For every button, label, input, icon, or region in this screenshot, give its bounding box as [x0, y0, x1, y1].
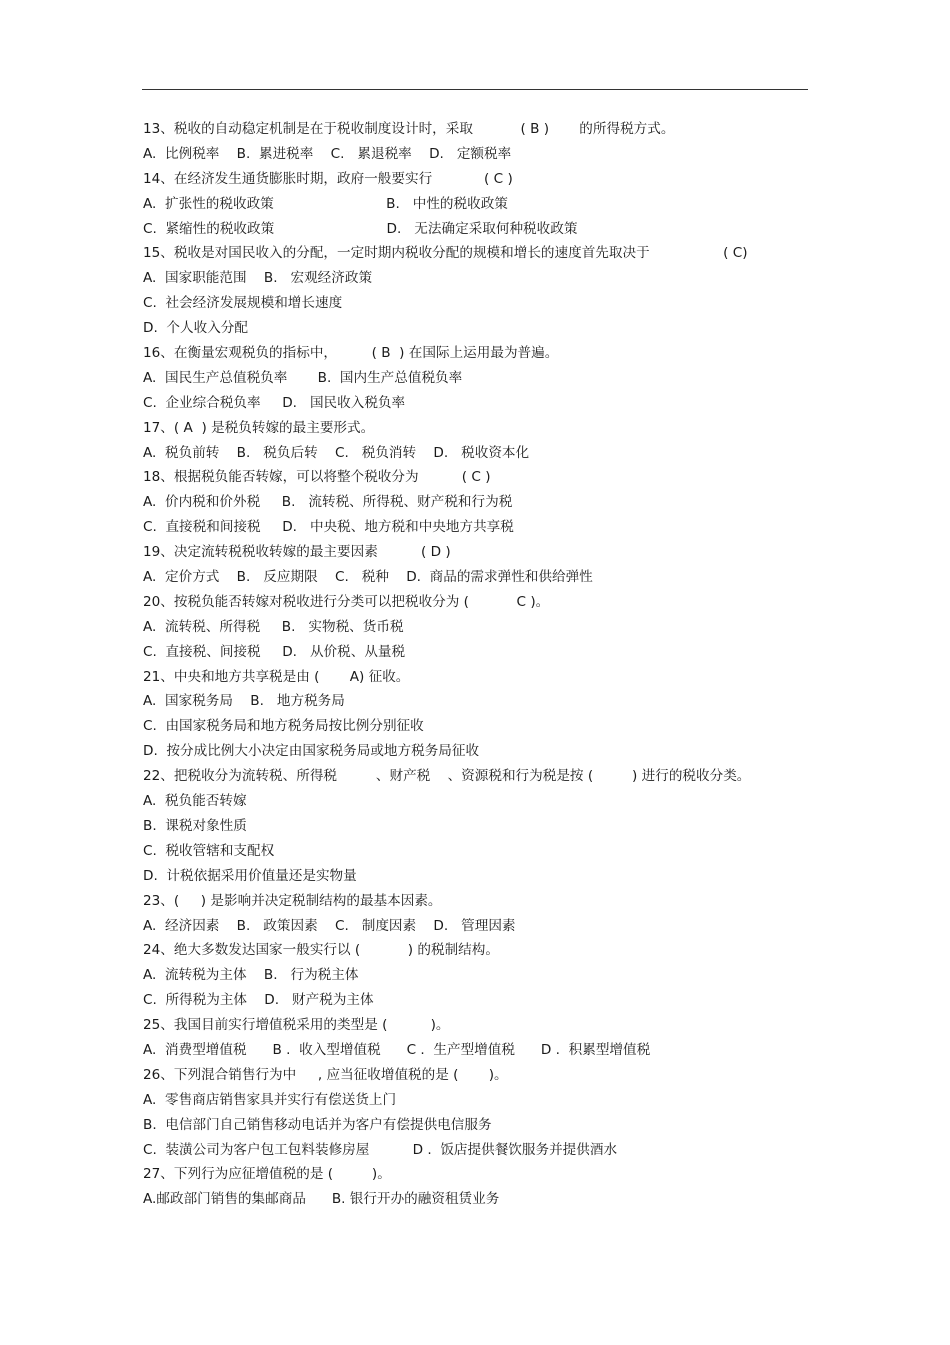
options-20-cd: C. 直接税、间接税 D. 从价税、从量税 [143, 643, 406, 660]
options-26-cd: C. 装潢公司为客户包工包料装修房屋 D . 饭店提供餐饮服务并提供酒水 [143, 1141, 618, 1158]
options-14-ab: A. 扩张性的税收政策 B. 中性的税收政策 [143, 195, 508, 212]
options-21-c: C. 由国家税务局和地方税务局按比例分别征收 [143, 718, 424, 735]
options-19: A. 定价方式 B. 反应期限 C. 税种 D. 商品的需求弹性和供给弹性 [143, 569, 593, 586]
options-26-b: B. 电信部门自己销售移动电话并为客户有偿提供电信服务 [143, 1116, 492, 1133]
options-25: A. 消费型增值税 B . 收入型增值税 C . 生产型增值税 D . 积累型增值税 [143, 1041, 651, 1058]
options-13: A. 比例税率 B. 累进税率 C. 累退税率 D. 定额税率 [143, 145, 512, 162]
options-22-b: B. 课税对象性质 [143, 817, 247, 834]
question-27: 27、下列行为应征增值税的是 ( )。 [143, 1166, 391, 1183]
options-24-ab: A. 流转税为主体 B. 行为税主体 [143, 967, 359, 984]
options-15-d: D. 个人收入分配 [143, 320, 248, 337]
options-24-cd: C. 所得税为主体 D. 财产税为主体 [143, 992, 374, 1009]
question-14: 14、在经济发生通货膨胀时期，政府一般要实行 ( C ) [143, 170, 513, 187]
question-23: 23、( ) 是影响并决定税制结构的最基本因素。 [143, 892, 442, 909]
options-27-ab: A.邮政部门销售的集邮商品 B. 银行开办的融资租赁业务 [143, 1191, 500, 1208]
options-23: A. 经济因素 B. 政策因素 C. 制度因素 D. 管理因素 [143, 917, 516, 934]
question-24: 24、绝大多数发达国家一般实行以 ( ) 的税制结构。 [143, 942, 499, 959]
options-15-c: C. 社会经济发展规模和增长速度 [143, 295, 343, 312]
options-21-ab: A. 国家税务局 B. 地方税务局 [143, 693, 345, 710]
question-15: 15、税收是对国民收入的分配，一定时期内税收分配的规模和增长的速度首先取决于 ( C) [143, 245, 748, 262]
options-15-ab: A. 国家职能范围 B. 宏观经济政策 [143, 270, 373, 287]
header-rule [142, 89, 808, 90]
question-22: 22、把税收分为流转税、所得税 、财产税 、资源税和行为税是按 ( ) 进行的税收分类。 [143, 768, 751, 785]
options-17: A. 税负前转 B. 税负后转 C. 税负消转 D. 税收资本化 [143, 444, 530, 461]
options-16-ab: A. 国民生产总值税负率 B. 国内生产总值税负率 [143, 369, 463, 386]
question-list [143, 117, 813, 1212]
options-18-ab: A. 价内税和价外税 B. 流转税、所得税、财产税和行为税 [143, 494, 513, 511]
options-18-cd: C. 直接税和间接税 D. 中央税、地方税和中央地方共享税 [143, 519, 514, 536]
question-13: 13、税收的自动稳定机制是在于税收制度设计时，采取 ( B ) 的所得税方式。 [143, 121, 675, 137]
options-22-c: C. 税收管辖和支配权 [143, 842, 275, 859]
question-18: 18、根据税负能否转嫁，可以将整个税收分为 ( C ) [143, 469, 491, 486]
question-16: 16、在衡量宏观税负的指标中， ( B ) 在国际上运用最为普遍。 [143, 345, 559, 362]
options-21-d: D. 按分成比例大小决定由国家税务局或地方税务局征收 [143, 743, 480, 760]
options-22-d: D. 计税依据采用价值量还是实物量 [143, 867, 357, 884]
question-21: 21、中央和地方共享税是由 ( A) 征收。 [143, 668, 410, 685]
question-17: 17、( A ) 是税负转嫁的最主要形式。 [143, 419, 375, 436]
question-19: 19、决定流转税税收转嫁的最主要因素 ( D ) [143, 544, 451, 561]
options-26-a: A. 零售商店销售家具并实行有偿送货上门 [143, 1091, 397, 1108]
options-14-cd: C. 紧缩性的税收政策 D. 无法确定采取何种税收政策 [143, 220, 578, 237]
options-22-a: A. 税负能否转嫁 [143, 793, 247, 810]
question-20: 20、按税负能否转嫁对税收进行分类可以把税收分为 ( C )。 [143, 593, 550, 610]
options-20-ab: A. 流转税、所得税 B. 实物税、货币税 [143, 618, 404, 635]
options-16-cd: C. 企业综合税负率 D. 国民收入税负率 [143, 394, 406, 411]
question-25: 25、我国目前实行增值税采用的类型是 ( )。 [143, 1017, 450, 1034]
question-26: 26、下列混合销售行为中 , 应当征收增值税的是 ( )。 [143, 1066, 508, 1083]
